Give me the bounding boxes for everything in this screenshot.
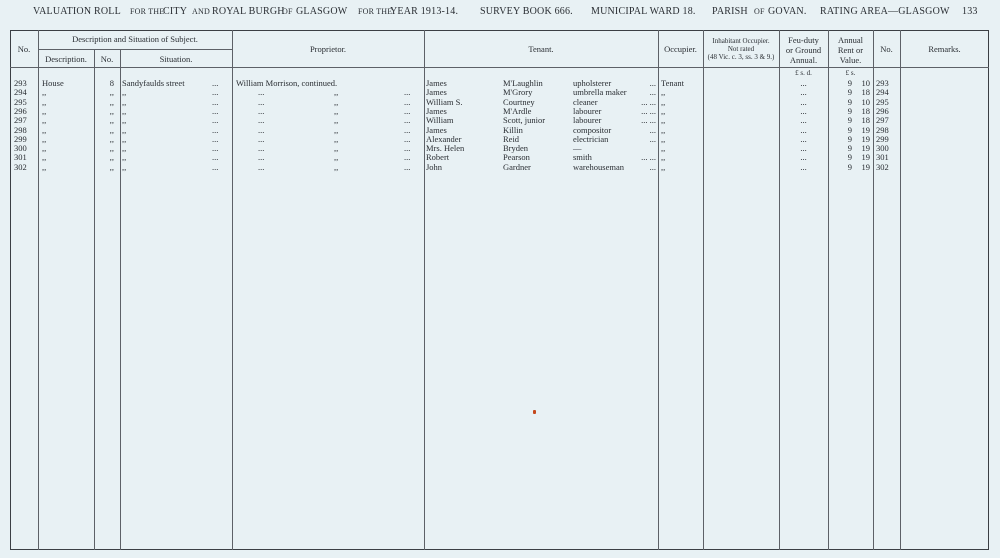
col-header-feu-1: Feu-duty — [788, 35, 819, 45]
cell-prop: ... — [258, 143, 265, 154]
header-title-5: ROYAL BURGH — [212, 6, 285, 17]
cell-rent-l: 9 — [847, 143, 852, 154]
col-header-situation: Situation. — [159, 54, 193, 64]
cell-rent-l: 9 — [847, 105, 852, 116]
cell-sit-dots: ... — [212, 124, 219, 135]
cell-occ: upholsterer — [573, 78, 612, 88]
cell-occ-dots: ... — [649, 124, 656, 135]
cell-last: Courtney — [503, 96, 535, 107]
cell-prop: ... — [258, 133, 265, 144]
cell-occ: labourer — [573, 105, 602, 116]
cell-sit: ,, — [122, 96, 127, 107]
cell-occ-dots: ... — [649, 161, 656, 172]
col-divider — [232, 30, 233, 550]
feu-units: £ s. d. — [795, 69, 812, 77]
page-header — [0, 6, 1000, 22]
col-header-no-right: No. — [880, 44, 893, 54]
cell-prop-dots: ... — [404, 133, 411, 144]
header-title-3: CITY — [163, 6, 188, 17]
cell-first: Robert — [426, 152, 450, 163]
col-header-feu-2: or Ground — [785, 45, 822, 55]
cell-sit: ,, — [122, 87, 127, 98]
cell-prop-ditto: ,, — [334, 115, 339, 126]
cell-feu: ... — [800, 87, 807, 98]
cell-rent-s: 19 — [861, 152, 870, 163]
cell-prop-ditto: ,, — [334, 96, 339, 107]
cell-rent-s: 19 — [861, 124, 870, 135]
cell-prop-ditto: ,, — [334, 161, 339, 172]
cell-feu: ... — [800, 78, 807, 88]
cell-desc: ,, — [42, 105, 47, 116]
cell-occ-dots: ... — [649, 87, 656, 98]
cell-rent-l: 9 — [847, 152, 852, 163]
header-rating-area: RATING AREA—GLASGOW — [820, 6, 950, 17]
col-header-description-group: Description and Situation of Subject. — [72, 34, 198, 44]
cell-prop-ditto: ,, — [334, 133, 339, 144]
cell-no-r: 300 — [876, 143, 889, 154]
col-header-remarks: Remarks. — [928, 44, 961, 54]
cell-prop-dots: ... — [404, 96, 411, 107]
cell-sit: ,, — [122, 115, 127, 126]
cell-first: James — [426, 105, 447, 116]
cell-no: 299 — [14, 133, 27, 144]
cell-occupier: ,, — [661, 161, 666, 172]
cell-desc: ,, — [42, 96, 47, 107]
cell-rent-l: 9 — [847, 115, 852, 126]
cell-occ-dots: ... ... — [641, 96, 656, 107]
cell-rent-s: 19 — [861, 143, 870, 154]
col-divider — [828, 30, 829, 550]
col-divider — [703, 30, 704, 550]
cell-sit: ,, — [122, 105, 127, 116]
cell-no-r: 298 — [876, 124, 889, 135]
cell-first: Alexander — [426, 133, 462, 144]
cell-num: ,, — [109, 133, 114, 144]
cell-sit: ,, — [122, 133, 127, 144]
cell-first: James — [426, 124, 447, 135]
col-header-description: Description. — [45, 54, 87, 64]
cell-occ: umbrella maker — [573, 87, 627, 98]
cell-rent-l: 9 — [847, 96, 852, 107]
cell-prop-dots: ... — [404, 152, 411, 163]
cell-prop-dots: ... — [404, 115, 411, 126]
cell-prop: ... — [258, 161, 265, 172]
cell-prop-dots: ... — [404, 87, 411, 98]
cell-sit: Sandyfaulds street — [122, 78, 185, 88]
cell-num: ,, — [109, 161, 114, 172]
cell-rent-l: 9 — [847, 133, 852, 144]
cell-num: ,, — [109, 152, 114, 163]
cell-prop-ditto: ,, — [334, 87, 339, 98]
cell-prop: ... — [258, 152, 265, 163]
header-ward: MUNICIPAL WARD 18. — [591, 6, 696, 17]
cell-rent-l: 9 — [847, 78, 852, 88]
cell-prop-dots: ... — [404, 105, 411, 116]
cell-sit: ,, — [122, 124, 127, 135]
col-header-occupier: Occupier. — [664, 44, 697, 54]
cell-rent-s: 18 — [861, 105, 870, 116]
header-title-2: FOR THE — [130, 7, 165, 16]
col-header-house-no: No. — [100, 54, 114, 64]
cell-feu: ... — [800, 133, 807, 144]
cell-desc: ,, — [42, 124, 47, 135]
cell-no-r: 293 — [876, 78, 889, 88]
cell-occupier: ,, — [661, 87, 666, 98]
cell-first: James — [426, 87, 447, 98]
cell-sit-dots: ... — [212, 143, 219, 154]
cell-prop-dots: ... — [404, 124, 411, 135]
cell-occ: — — [573, 143, 582, 154]
col-header-feu-3: Annual. — [789, 55, 818, 65]
cell-prop-ditto: ,, — [334, 143, 339, 154]
cell-no: 298 — [14, 124, 27, 135]
col-header-inhabitant-2: Not rated — [727, 45, 755, 53]
cell-feu: ... — [800, 124, 807, 135]
cell-prop-ditto: ,, — [334, 152, 339, 163]
cell-no: 295 — [14, 96, 27, 107]
cell-prop-dots: ... — [404, 143, 411, 154]
cell-last: Killin — [503, 124, 523, 135]
cell-first: Mrs. Helen — [426, 143, 465, 154]
cell-no: 300 — [14, 143, 27, 154]
cell-sit: ,, — [122, 152, 127, 163]
cell-no: 297 — [14, 115, 27, 126]
header-parish-c: GOVAN. — [768, 6, 807, 17]
cell-prop: William Morrison, continued. — [236, 78, 338, 88]
cell-no: 296 — [14, 105, 27, 116]
rent-units: £ s. — [845, 69, 856, 77]
cell-prop: ... — [258, 96, 265, 107]
col-divider — [900, 30, 901, 550]
cell-occupier: ,, — [661, 105, 666, 116]
cell-first: John — [426, 161, 443, 172]
col-header-tenant: Tenant. — [528, 44, 554, 54]
header-year: YEAR 1913-14. — [390, 6, 459, 17]
header-parish-a: PARISH — [712, 6, 748, 17]
cell-occupier: ,, — [661, 96, 666, 107]
cell-desc: ,, — [42, 115, 47, 126]
cell-prop-ditto: ,, — [334, 124, 339, 135]
cell-rent-l: 9 — [847, 161, 852, 172]
col-divider — [873, 30, 874, 550]
cell-rent-s: 18 — [861, 115, 870, 126]
cell-no-r: 296 — [876, 105, 889, 116]
cell-last: M'Grory — [503, 87, 533, 98]
cell-rent-s: 19 — [861, 161, 870, 172]
cell-rent-s: 10 — [861, 78, 870, 88]
cell-no-r: 295 — [876, 96, 889, 107]
cell-desc: ,, — [42, 152, 47, 163]
cell-occupier: ,, — [661, 115, 666, 126]
cell-first: William — [426, 115, 454, 126]
cell-occupier: ,, — [661, 152, 666, 163]
cell-occ: cleaner — [573, 96, 598, 107]
cell-feu: ... — [800, 161, 807, 172]
cell-last: Scott, junior — [503, 115, 546, 126]
cell-no-r: 302 — [876, 161, 889, 172]
cell-desc: ,, — [42, 143, 47, 154]
cell-occ: smith — [573, 152, 592, 163]
col-header-rent-3: Value. — [839, 55, 862, 65]
cell-occ-dots: ... ... — [641, 115, 656, 126]
col-divider — [424, 30, 425, 550]
cell-last: M'Ardle — [503, 105, 532, 116]
cell-occupier: ,, — [661, 143, 666, 154]
header-title-7: GLASGOW — [296, 6, 348, 17]
cell-last: M'Laughlin — [503, 78, 543, 88]
col-header-proprietor: Proprietor. — [309, 44, 347, 54]
col-divider — [120, 49, 121, 550]
cell-occ-dots: ... ... — [641, 152, 656, 163]
cell-desc: House — [42, 78, 64, 88]
cell-occ: labourer — [573, 115, 602, 126]
cell-num: ,, — [109, 96, 114, 107]
cell-no: 301 — [14, 152, 27, 163]
cell-feu: ... — [800, 96, 807, 107]
cell-rent-l: 9 — [847, 87, 852, 98]
cell-last: Pearson — [503, 152, 530, 163]
cell-no: 302 — [14, 161, 27, 172]
cell-no-r: 299 — [876, 133, 889, 144]
cell-rent-l: 9 — [847, 124, 852, 135]
cell-last: Reid — [503, 133, 520, 144]
cell-sit-dots: ... — [212, 152, 219, 163]
cell-no-r: 297 — [876, 115, 889, 126]
cell-no-r: 294 — [876, 87, 889, 98]
cell-occ: compositor — [573, 124, 612, 135]
cell-sit-dots: ... — [212, 115, 219, 126]
cell-sit: ,, — [122, 161, 127, 172]
cell-occ-dots: ... ... — [641, 105, 656, 116]
col-header-rent-1: Annual — [837, 35, 864, 45]
header-title-6: OF — [282, 7, 293, 16]
cell-feu: ... — [800, 143, 807, 154]
cell-desc: ,, — [42, 161, 47, 172]
cell-sit-dots: ... — [212, 105, 219, 116]
cell-no: 293 — [14, 78, 27, 88]
cell-no-r: 301 — [876, 152, 889, 163]
cell-occ-dots: ... — [649, 133, 656, 144]
header-title-4: AND — [192, 7, 210, 16]
cell-sit-dots: ... — [212, 133, 219, 144]
cell-num: 8 — [109, 78, 114, 88]
cell-num: ,, — [109, 105, 114, 116]
cell-sit-dots: ... — [212, 161, 219, 172]
cell-sit: ,, — [122, 143, 127, 154]
col-header-inhabitant-1: Inhabitant Occupier. — [712, 37, 770, 45]
cell-feu: ... — [800, 152, 807, 163]
header-parish-b: OF — [754, 7, 765, 16]
cell-feu: ... — [800, 115, 807, 126]
col-divider — [658, 30, 659, 550]
cell-rent-s: 18 — [861, 87, 870, 98]
cell-occ: warehouseman — [573, 161, 624, 172]
cell-prop-dots: ... — [404, 161, 411, 172]
cell-prop: ... — [258, 115, 265, 126]
col-header-inhabitant-3: (48 Vic. c. 3, ss. 3 & 9.) — [707, 53, 775, 61]
cell-rent-s: 19 — [861, 133, 870, 144]
cell-prop: ... — [258, 124, 265, 135]
cell-first: James — [426, 78, 447, 88]
cell-prop: ... — [258, 105, 265, 116]
cell-num: ,, — [109, 115, 114, 126]
header-subdivider — [38, 49, 232, 50]
col-divider — [94, 49, 95, 550]
cell-no: 294 — [14, 87, 27, 98]
header-survey-book: SURVEY BOOK 666. — [480, 6, 573, 17]
cell-last: Bryden — [503, 143, 529, 154]
cell-last: Gardner — [503, 161, 531, 172]
cell-prop: ... — [258, 87, 265, 98]
cell-sit-dots: ... — [212, 78, 219, 88]
header-bottom-rule — [10, 67, 989, 68]
cell-num: ,, — [109, 143, 114, 154]
cell-desc: ,, — [42, 133, 47, 144]
cell-occ-dots: ... — [649, 78, 656, 88]
cell-num: ,, — [109, 124, 114, 135]
ink-spot — [533, 410, 536, 414]
cell-occ: electrician — [573, 133, 609, 144]
cell-num: ,, — [109, 87, 114, 98]
cell-sit-dots: ... — [212, 96, 219, 107]
cell-occupier: ,, — [661, 133, 666, 144]
col-divider — [38, 30, 39, 550]
col-header-rent-2: Rent or — [837, 45, 864, 55]
cell-occupier: Tenant — [661, 78, 685, 88]
cell-desc: ,, — [42, 87, 47, 98]
header-title-1: VALUATION ROLL — [33, 6, 121, 17]
cell-first: William S. — [426, 96, 463, 107]
cell-prop-ditto: ,, — [334, 105, 339, 116]
col-header-no: No. — [17, 44, 31, 54]
header-title-8: FOR THE — [358, 7, 393, 16]
page-number: 133 — [962, 6, 978, 17]
cell-sit-dots: ... — [212, 87, 219, 98]
cell-occupier: ,, — [661, 124, 666, 135]
cell-feu: ... — [800, 105, 807, 116]
cell-rent-s: 10 — [861, 96, 870, 107]
